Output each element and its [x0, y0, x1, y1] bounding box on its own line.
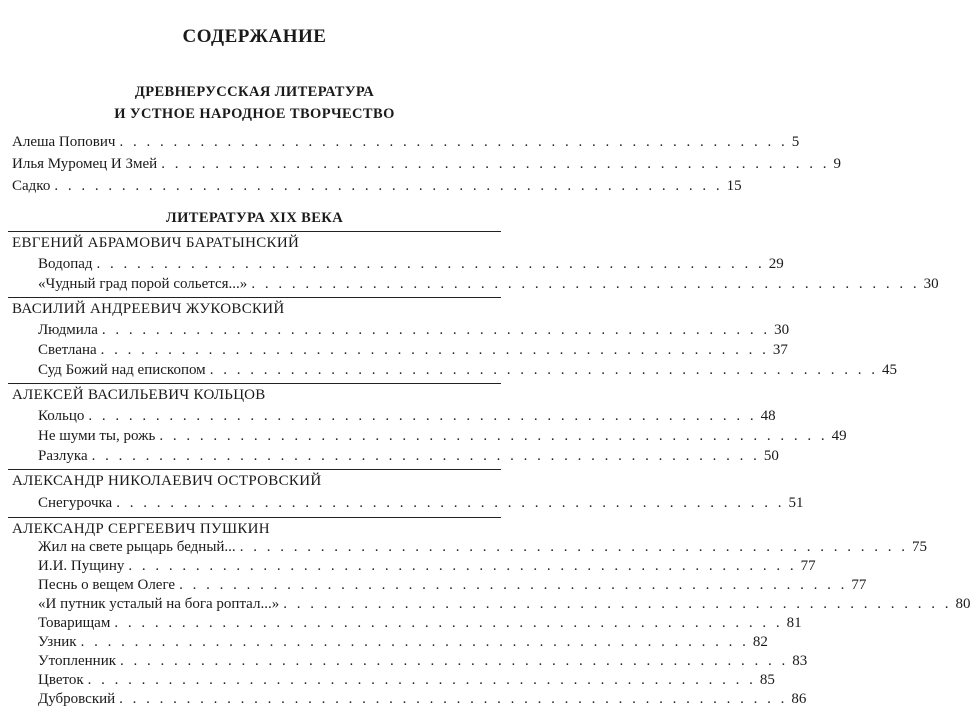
toc-entry-title: Утопленник — [38, 653, 117, 669]
toc-entry — [12, 176, 742, 196]
toc-entry-title: Снегурочка — [38, 495, 113, 511]
toc-entry-page: 30 — [774, 322, 790, 338]
toc-entry-page: 50 — [763, 448, 779, 464]
leader-dots: . . . . . . . . . . . . . . . . . . . . . . . . . . . . . . . . . . . . . . . . . . . . . . . . . . — [239, 539, 908, 555]
toc-entry-page: 83 — [792, 653, 808, 669]
toc-entry — [12, 132, 800, 152]
toc-entry — [38, 613, 802, 633]
toc-entry-page: 75 — [911, 539, 927, 555]
toc-entry-title: «И путник усталый на бога роптал...» — [38, 596, 280, 612]
toc-entry — [38, 426, 847, 446]
leader-dots: . . . . . . . . . . . . . . . . . . . . . . . . . . . . . . . . . . . . . . . . . . . . . . . . . . — [80, 634, 749, 650]
toc-entry-title: Алеша Попович — [12, 134, 116, 150]
toc-entry — [38, 406, 776, 426]
toc-entry-title: «Чудный град порой сольется...» — [38, 276, 248, 292]
toc-entry — [38, 537, 927, 557]
leader-dots: . . . . . . . . . . . . . . . . . . . . . . . . . . . . . . . . . . . . . . . . . . . . . . . . . . — [54, 178, 723, 194]
toc-entry — [38, 632, 768, 652]
toc-entry-page: 48 — [760, 408, 776, 424]
toc-entry-title: Не шуми ты, рожь — [38, 428, 156, 444]
divider — [8, 469, 501, 470]
toc-entry-page: 45 — [881, 362, 897, 378]
section-heading-xix-century: ЛИТЕРАТУРА XIX ВЕКА — [165, 210, 344, 226]
divider — [8, 517, 501, 518]
leader-dots: . . . . . . . . . . . . . . . . . . . . . . . . . . . . . . . . . . . . . . . . . . . . . . . . . . — [283, 596, 952, 612]
toc-entry — [38, 274, 939, 294]
toc-entry-page: 37 — [772, 342, 788, 358]
toc-entry — [38, 320, 790, 340]
toc-entry — [38, 689, 807, 709]
leader-dots: . . . . . . . . . . . . . . . . . . . . . . . . . . . . . . . . . . . . . . . . . . . . . . . . . . — [100, 342, 769, 358]
leader-dots: . . . . . . . . . . . . . . . . . . . . . . . . . . . . . . . . . . . . . . . . . . . . . . . . . . — [116, 495, 785, 511]
divider — [8, 383, 501, 384]
toc-entry-title: Кольцо — [38, 408, 85, 424]
leader-dots: . . . . . . . . . . . . . . . . . . . . . . . . . . . . . . . . . . . . . . . . . . . . . . . . . . — [96, 256, 765, 272]
toc-entry-page: 81 — [786, 615, 802, 631]
author-name: АЛЕКСАНДР НИКОЛАЕВИЧ ОСТРОВСКИЙ — [12, 473, 322, 489]
toc-entry — [38, 651, 808, 671]
toc-entry-page: 51 — [788, 495, 804, 511]
toc-entry — [38, 670, 775, 690]
section-heading-old-russian-line2: И УСТНОЕ НАРОДНОЕ ТВОРЧЕСТВО — [114, 106, 395, 122]
page-title: СОДЕРЖАНИЕ — [182, 26, 327, 47]
toc-entry-title: Узник — [38, 634, 77, 650]
toc-entry-page: 82 — [752, 634, 768, 650]
toc-entry-title: Товарищам — [38, 615, 111, 631]
toc-entry-title: Суд Божий над епископом — [38, 362, 206, 378]
divider — [8, 297, 501, 298]
leader-dots: . . . . . . . . . . . . . . . . . . . . . . . . . . . . . . . . . . . . . . . . . . . . . . . . . . — [91, 448, 760, 464]
leader-dots: . . . . . . . . . . . . . . . . . . . . . . . . . . . . . . . . . . . . . . . . . . . . . . . . . . — [87, 672, 756, 688]
toc-entry-title: Садко — [12, 178, 51, 194]
toc-entry-page: 49 — [831, 428, 847, 444]
toc-entry-page: 29 — [768, 256, 784, 272]
leader-dots: . . . . . . . . . . . . . . . . . . . . . . . . . . . . . . . . . . . . . . . . . . . . . . . . . . — [159, 428, 828, 444]
toc-entry — [38, 340, 788, 360]
leader-dots: . . . . . . . . . . . . . . . . . . . . . . . . . . . . . . . . . . . . . . . . . . . . . . . . . . — [161, 156, 830, 172]
toc-entry-page: 77 — [800, 558, 816, 574]
author-name: АЛЕКСАНДР СЕРГЕЕВИЧ ПУШКИН — [12, 521, 270, 537]
toc-entry-page: 9 — [833, 156, 841, 172]
toc-entry-title: Светлана — [38, 342, 97, 358]
toc-entry-title: Разлука — [38, 448, 88, 464]
leader-dots: . . . . . . . . . . . . . . . . . . . . . . . . . . . . . . . . . . . . . . . . . . . . . . . . . . — [120, 653, 789, 669]
toc-entry-title: Песнь о вещем Олеге — [38, 577, 176, 593]
toc-entry-page: 77 — [851, 577, 867, 593]
toc-entry-page: 85 — [759, 672, 775, 688]
leader-dots: . . . . . . . . . . . . . . . . . . . . . . . . . . . . . . . . . . . . . . . . . . . . . . . . . . — [101, 322, 771, 338]
toc-entry-title: Цветок — [38, 672, 84, 688]
toc-entry — [38, 594, 970, 614]
author-name: АЛЕКСЕЙ ВАСИЛЬЕВИЧ КОЛЬЦОВ — [12, 387, 266, 403]
toc-entry-title: Дубровский — [38, 691, 116, 707]
toc-entry-title: Водопад — [38, 256, 93, 272]
toc-entry-page: 86 — [791, 691, 807, 707]
leader-dots: . . . . . . . . . . . . . . . . . . . . . . . . . . . . . . . . . . . . . . . . . . . . . . . . . . — [179, 577, 848, 593]
toc-entry — [38, 575, 867, 595]
toc-entry — [12, 154, 841, 174]
toc-entry — [38, 360, 897, 380]
toc-entry-title: Людмила — [38, 322, 98, 338]
toc-entry — [38, 556, 816, 576]
section-heading-old-russian-line1: ДРЕВНЕРУССКАЯ ЛИТЕРАТУРА — [134, 84, 375, 100]
toc-entry-page: 15 — [726, 178, 742, 194]
leader-dots: . . . . . . . . . . . . . . . . . . . . . . . . . . . . . . . . . . . . . . . . . . . . . . . . . . — [128, 558, 797, 574]
divider — [8, 231, 501, 232]
toc-entry — [38, 254, 784, 274]
author-name: ЕВГЕНИЙ АБРАМОВИЧ БАРАТЫНСКИЙ — [12, 235, 300, 251]
toc-entry-page: 80 — [955, 596, 970, 612]
toc-entry-page: 30 — [923, 276, 939, 292]
leader-dots: . . . . . . . . . . . . . . . . . . . . . . . . . . . . . . . . . . . . . . . . . . . . . . . . . . — [114, 615, 783, 631]
author-name: ВАСИЛИЙ АНДРЕЕВИЧ ЖУКОВСКИЙ — [12, 301, 285, 317]
toc-entry-title: Илья Муромец И Змей — [12, 156, 158, 172]
leader-dots: . . . . . . . . . . . . . . . . . . . . . . . . . . . . . . . . . . . . . . . . . . . . . . . . . . — [209, 362, 878, 378]
leader-dots: . . . . . . . . . . . . . . . . . . . . . . . . . . . . . . . . . . . . . . . . . . . . . . . . . . — [251, 276, 920, 292]
toc-entry-title: И.И. Пущину — [38, 558, 125, 574]
toc-entry — [38, 446, 779, 466]
leader-dots: . . . . . . . . . . . . . . . . . . . . . . . . . . . . . . . . . . . . . . . . . . . . . . . . . . — [119, 134, 788, 150]
toc-entry — [38, 493, 804, 513]
toc-entry-title: Жил на свете рыцарь бедный... — [38, 539, 236, 555]
leader-dots: . . . . . . . . . . . . . . . . . . . . . . . . . . . . . . . . . . . . . . . . . . . . . . . . . . — [88, 408, 757, 424]
leader-dots: . . . . . . . . . . . . . . . . . . . . . . . . . . . . . . . . . . . . . . . . . . . . . . . . . . — [119, 691, 788, 707]
toc-entry-page: 5 — [791, 134, 800, 150]
